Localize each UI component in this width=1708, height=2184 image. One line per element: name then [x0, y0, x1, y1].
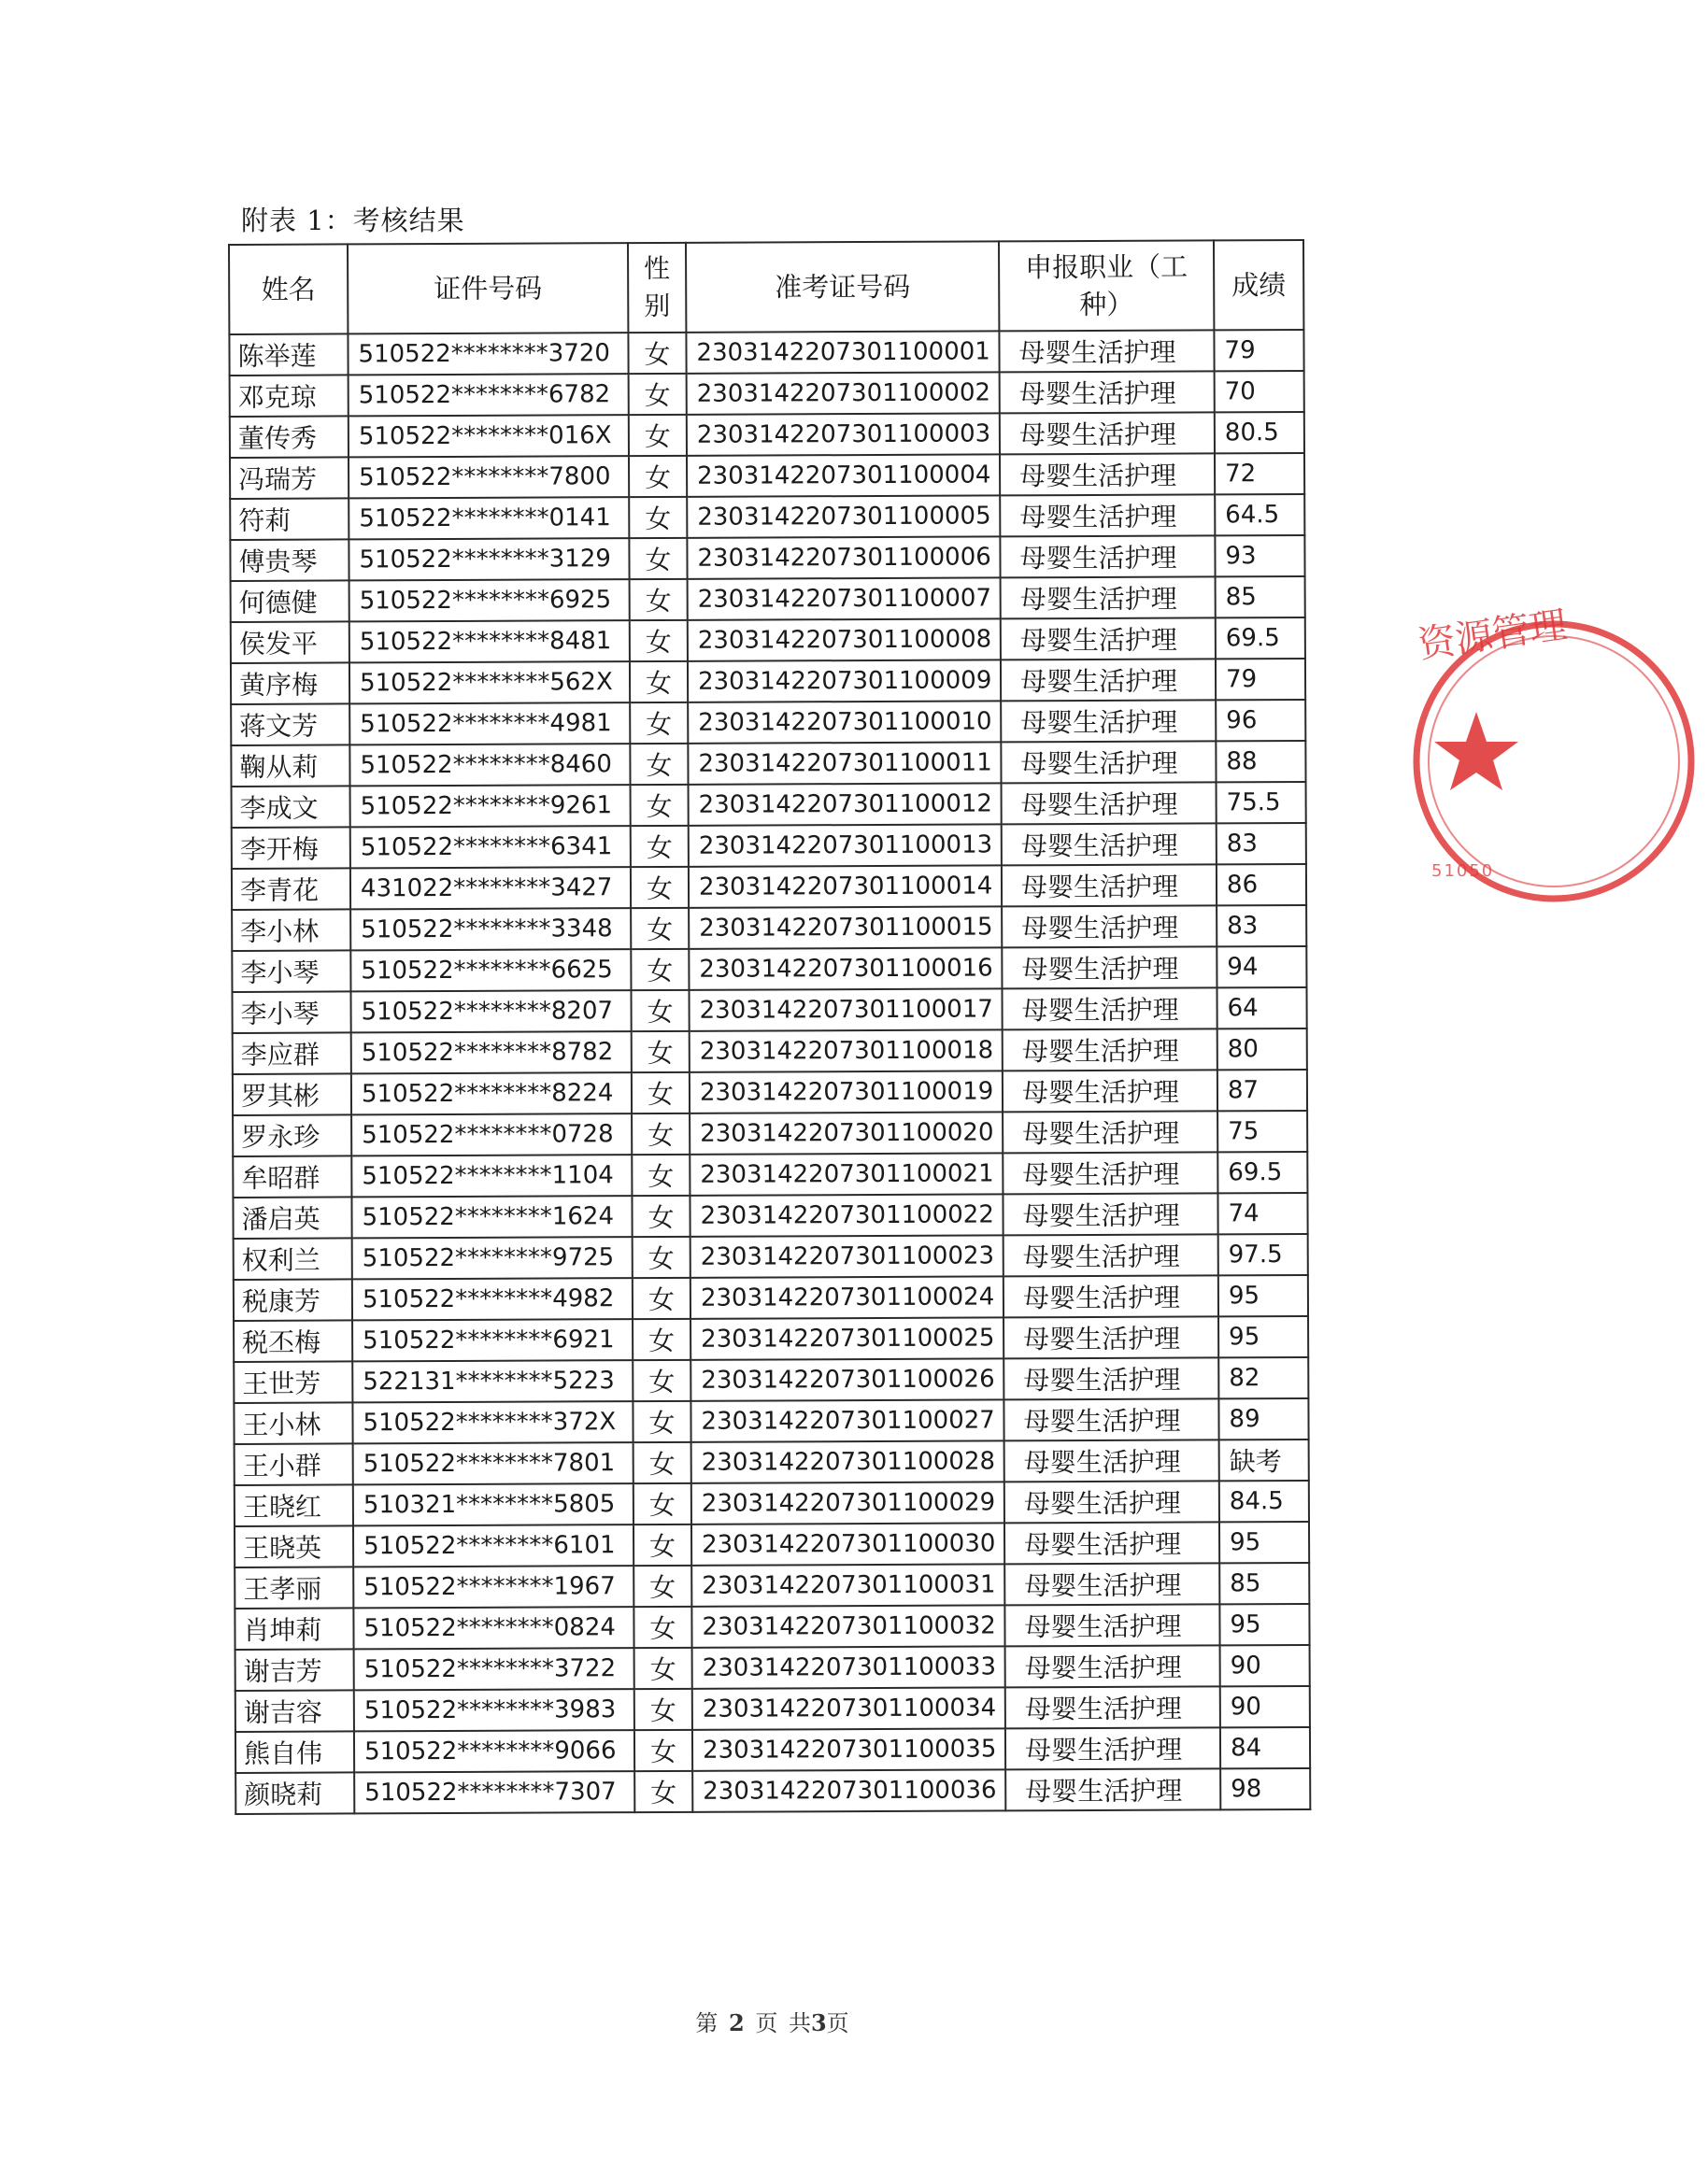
cell-sex: 女: [633, 1442, 691, 1483]
cell-ticket-number: 2303142207301100022: [690, 1194, 1003, 1236]
cell-sex: 女: [634, 1730, 692, 1771]
footer-suffix: 页: [826, 2010, 849, 2036]
cell-occupation: 母婴生活护理: [1000, 371, 1215, 413]
table-row: [235, 1563, 1309, 1609]
table-row: [235, 1439, 1309, 1485]
cell-id-number: 522131********5223: [352, 1360, 633, 1402]
seal-graphic: [1409, 603, 1708, 915]
cell-occupation: 母婴生活护理: [1004, 1563, 1219, 1605]
cell-name: 黄序梅: [231, 662, 349, 704]
cell-ticket-number: 2303142207301100009: [688, 659, 1001, 702]
cell-name: 邓克琼: [230, 375, 349, 417]
cell-name: 李成文: [232, 786, 350, 828]
cell-sex: 女: [633, 1607, 691, 1648]
cell-sex: 女: [630, 579, 688, 620]
cell-score: 82: [1218, 1357, 1308, 1398]
document-caption: 附表 1：考核结果: [241, 205, 465, 236]
cell-name: 侯发平: [231, 621, 349, 663]
cell-name: 何德健: [231, 580, 349, 622]
table-row: [235, 1645, 1310, 1691]
cell-sex: 女: [633, 1319, 690, 1360]
header-id-number: 证件号码: [348, 243, 628, 333]
cell-sex: 女: [630, 702, 688, 744]
cell-occupation: 母婴生活护理: [1005, 1686, 1220, 1728]
cell-id-number: 510522********9066: [354, 1730, 634, 1772]
cell-score: 72: [1215, 453, 1304, 494]
cell-ticket-number: 2303142207301100013: [689, 824, 1002, 866]
cell-ticket-number: 2303142207301100028: [691, 1440, 1004, 1482]
header-ticket-number: 准考证号码: [686, 241, 999, 332]
cell-occupation: 母婴生活护理: [1005, 1768, 1220, 1810]
cell-sex: 女: [632, 1196, 690, 1237]
table-row: [230, 453, 1304, 499]
cell-score: 85: [1216, 576, 1305, 617]
cell-occupation: 母婴生活护理: [1003, 1028, 1217, 1071]
cell-id-number: 510522********9261: [350, 785, 631, 827]
cell-name: 王晓英: [235, 1525, 353, 1567]
cell-sex: 女: [633, 1360, 690, 1401]
cell-id-number: 510522********8224: [351, 1072, 632, 1114]
cell-sex: 女: [631, 785, 689, 826]
cell-ticket-number: 2303142207301100010: [688, 701, 1001, 743]
cell-name: 傅贵琴: [230, 539, 349, 581]
cell-id-number: 510522********7801: [353, 1442, 633, 1484]
cell-occupation: 母婴生活护理: [1002, 946, 1217, 988]
cell-name: 罗其彬: [233, 1073, 351, 1115]
footer-middle: 页 共: [755, 2010, 811, 2036]
cell-id-number: 510522********6921: [352, 1319, 633, 1361]
cell-occupation: 母婴生活护理: [1004, 1481, 1219, 1523]
cell-score: 79: [1216, 659, 1305, 700]
table-row: [232, 987, 1306, 1033]
cell-sex: 女: [629, 374, 687, 415]
cell-occupation: 母婴生活护理: [1003, 1111, 1217, 1153]
header-occupation: 申报职业（工种）: [999, 240, 1214, 331]
cell-name: 陈举莲: [229, 333, 348, 376]
cell-occupation: 母婴生活护理: [1003, 1357, 1218, 1399]
cell-sex: 女: [629, 456, 687, 497]
cell-ticket-number: 2303142207301100004: [687, 454, 1000, 496]
cell-score: 69.5: [1217, 1152, 1307, 1193]
cell-ticket-number: 2303142207301100008: [688, 618, 1001, 660]
cell-name: 王小群: [235, 1443, 353, 1485]
cell-score: 83: [1217, 905, 1306, 946]
cell-id-number: 510522********8207: [350, 990, 631, 1032]
cell-name: 税丕梅: [234, 1320, 352, 1362]
cell-occupation: 母婴生活护理: [1002, 823, 1217, 865]
cell-ticket-number: 2303142207301100016: [689, 947, 1002, 989]
table-row: [231, 700, 1305, 745]
cell-id-number: 510522********7800: [349, 456, 629, 498]
cell-ticket-number: 2303142207301100027: [690, 1399, 1003, 1441]
cell-occupation: 母婴生活护理: [1003, 1316, 1218, 1358]
cell-ticket-number: 2303142207301100019: [690, 1071, 1003, 1113]
cell-sex: 女: [632, 1113, 690, 1155]
cell-name: 权利兰: [234, 1238, 352, 1280]
cell-name: 李青花: [232, 868, 350, 910]
cell-sex: 女: [633, 1566, 691, 1607]
cell-sex: 女: [633, 1483, 691, 1525]
cell-ticket-number: 2303142207301100036: [692, 1769, 1005, 1811]
cell-score: 75: [1217, 1111, 1307, 1152]
footer-current-page: 2: [728, 2009, 745, 2036]
cell-ticket-number: 2303142207301100005: [687, 495, 1000, 537]
cell-name: 李小林: [232, 909, 350, 951]
cell-sex: 女: [628, 333, 686, 374]
page-footer: [0, 2005, 1544, 2037]
cell-occupation: 母婴生活护理: [999, 330, 1214, 372]
seal-star-icon: [1434, 712, 1518, 790]
cell-id-number: 510522********0728: [351, 1113, 632, 1156]
cell-score: 80: [1217, 1028, 1307, 1070]
table-row: [232, 864, 1306, 910]
cell-sex: 女: [631, 867, 689, 908]
cell-id-number: 510522********0824: [353, 1607, 633, 1649]
cell-score: 80.5: [1215, 412, 1304, 453]
cell-name: 潘启英: [233, 1197, 351, 1239]
cell-sex: 女: [633, 1401, 690, 1442]
cell-score: 98: [1220, 1768, 1310, 1809]
cell-name: 鞠从莉: [231, 745, 349, 787]
table-row: [233, 1193, 1307, 1239]
cell-score: 缺考: [1219, 1439, 1309, 1481]
cell-sex: 女: [629, 497, 687, 538]
cell-score: 95: [1218, 1275, 1308, 1316]
table-row: [230, 535, 1304, 581]
cell-sex: 女: [630, 620, 688, 661]
table-row: [231, 659, 1305, 704]
table-row: [234, 1234, 1308, 1280]
table-header: [229, 240, 1303, 334]
cell-sex: 女: [630, 661, 688, 702]
cell-occupation: 母婴生活护理: [1003, 1152, 1217, 1194]
cell-sex: 女: [631, 949, 689, 990]
cell-id-number: 510522********3722: [354, 1648, 634, 1690]
table-row: [235, 1727, 1310, 1773]
cell-score: 69.5: [1216, 617, 1305, 659]
cell-score: 89: [1218, 1398, 1308, 1439]
cell-sex: 女: [634, 1648, 692, 1689]
table-row: [233, 1152, 1307, 1198]
cell-sex: 女: [631, 826, 689, 867]
cell-name: 牟昭群: [233, 1156, 351, 1198]
cell-sex: 女: [633, 1525, 691, 1566]
cell-name: 王孝丽: [235, 1567, 353, 1609]
cell-occupation: 母婴生活护理: [1000, 453, 1215, 495]
cell-occupation: 母婴生活护理: [1003, 1193, 1217, 1235]
cell-id-number: 510522********8481: [349, 620, 630, 662]
table-row: [235, 1481, 1309, 1526]
cell-score: 93: [1215, 535, 1304, 576]
cell-score: 79: [1214, 330, 1303, 371]
cell-id-number: 510522********372X: [352, 1401, 633, 1443]
cell-id-number: 510522********3983: [354, 1689, 634, 1731]
cell-name: 罗永珍: [233, 1114, 351, 1156]
cell-name: 谢吉容: [235, 1690, 354, 1732]
cell-score: 84.5: [1219, 1481, 1309, 1522]
cell-id-number: 510522********016X: [349, 415, 629, 457]
cell-ticket-number: 2303142207301100030: [691, 1523, 1004, 1565]
table-row: [232, 782, 1306, 828]
table-row: [234, 1275, 1308, 1321]
cell-score: 87: [1217, 1070, 1307, 1111]
table-row: [231, 576, 1305, 622]
cell-occupation: 母婴生活护理: [1000, 412, 1215, 454]
cell-ticket-number: 2303142207301100012: [689, 783, 1002, 825]
table-row: [235, 1604, 1309, 1650]
cell-name: 李开梅: [232, 827, 350, 869]
cell-name: 肖坤莉: [235, 1608, 353, 1650]
cell-id-number: 510522********3129: [349, 538, 629, 580]
cell-name: 符莉: [230, 498, 349, 540]
results-table: [228, 239, 1311, 1815]
cell-ticket-number: 2303142207301100025: [690, 1317, 1003, 1359]
table-row: [231, 741, 1305, 787]
cell-ticket-number: 2303142207301100020: [690, 1112, 1003, 1154]
cell-id-number: 510522********6782: [349, 374, 629, 416]
cell-name: 李小琴: [232, 950, 350, 992]
cell-name: 李小琴: [232, 991, 350, 1033]
cell-occupation: 母婴生活护理: [1003, 1234, 1218, 1276]
cell-ticket-number: 2303142207301100023: [690, 1235, 1003, 1277]
cell-ticket-number: 2303142207301100018: [690, 1029, 1003, 1071]
table-row: [234, 1398, 1308, 1444]
cell-ticket-number: 2303142207301100015: [689, 906, 1002, 948]
official-seal: [1409, 603, 1570, 915]
cell-occupation: 母婴生活护理: [1000, 494, 1215, 536]
header-row: [229, 240, 1303, 334]
cell-name: 税康芳: [234, 1279, 352, 1321]
cell-score: 70: [1215, 371, 1304, 412]
table-row: [233, 1070, 1307, 1115]
table-row: [230, 412, 1304, 458]
cell-score: 74: [1217, 1193, 1307, 1234]
cell-id-number: 510522********8460: [349, 744, 630, 786]
cell-ticket-number: 2303142207301100031: [691, 1564, 1004, 1606]
table-row: [230, 494, 1304, 540]
cell-occupation: 母婴生活护理: [1003, 1398, 1218, 1440]
cell-id-number: 510522********9725: [352, 1237, 633, 1279]
cell-sex: 女: [629, 538, 687, 579]
cell-score: 95: [1219, 1522, 1309, 1563]
table-row: [233, 1028, 1307, 1074]
header-score: 成绩: [1214, 240, 1303, 330]
cell-occupation: 母婴生活护理: [1001, 741, 1216, 783]
header-sex: 性别: [628, 243, 686, 333]
table-body: [229, 330, 1310, 1814]
cell-id-number: 510522********8782: [351, 1031, 632, 1073]
cell-ticket-number: 2303142207301100035: [692, 1728, 1005, 1770]
cell-ticket-number: 2303142207301100001: [686, 331, 999, 373]
cell-sex: 女: [631, 908, 689, 949]
cell-id-number: 510522********6341: [350, 826, 631, 868]
seal-code: 51050: [1431, 861, 1495, 881]
cell-score: 85: [1219, 1563, 1309, 1604]
cell-id-number: 510522********6625: [350, 949, 631, 991]
cell-id-number: 510522********1624: [351, 1196, 632, 1238]
table-row: [234, 1357, 1308, 1403]
cell-ticket-number: 2303142207301100033: [692, 1646, 1005, 1688]
cell-score: 95: [1219, 1604, 1309, 1645]
cell-id-number: 510522********1967: [353, 1566, 633, 1608]
cell-score: 88: [1216, 741, 1305, 782]
cell-occupation: 母婴生活护理: [1005, 1727, 1220, 1769]
cell-ticket-number: 2303142207301100003: [687, 413, 1000, 455]
cell-sex: 女: [631, 990, 689, 1031]
cell-name: 董传秀: [230, 416, 349, 458]
cell-name: 王小林: [234, 1402, 352, 1444]
cell-sex: 女: [632, 1031, 690, 1072]
cell-occupation: 母婴生活护理: [1005, 1645, 1220, 1687]
cell-occupation: 母婴生活护理: [1004, 1522, 1219, 1564]
table-row: [231, 617, 1305, 663]
cell-score: 64: [1217, 987, 1306, 1028]
cell-sex: 女: [629, 415, 687, 456]
table-row: [233, 1111, 1307, 1156]
cell-id-number: 510522********562X: [349, 661, 630, 703]
cell-ticket-number: 2303142207301100034: [692, 1687, 1005, 1729]
cell-name: 王世芳: [234, 1361, 352, 1403]
footer-prefix: 第: [695, 2010, 719, 2036]
cell-name: 冯瑞芳: [230, 457, 349, 499]
cell-id-number: 510522********3720: [348, 333, 628, 375]
cell-occupation: 母婴生活护理: [1002, 864, 1217, 906]
cell-occupation: 母婴生活护理: [1002, 905, 1217, 947]
cell-id-number: 510522********7307: [354, 1771, 634, 1813]
cell-id-number: 510522********0141: [349, 497, 629, 539]
cell-score: 86: [1217, 864, 1306, 905]
table-row: [232, 946, 1306, 992]
cell-score: 96: [1216, 700, 1305, 741]
header-name: 姓名: [229, 244, 348, 334]
cell-id-number: 510522********6101: [353, 1525, 633, 1567]
cell-ticket-number: 2303142207301100017: [689, 988, 1002, 1030]
cell-occupation: 母婴生活护理: [1004, 1439, 1219, 1482]
cell-occupation: 母婴生活护理: [1000, 535, 1215, 577]
cell-occupation: 母婴生活护理: [1003, 1070, 1217, 1112]
cell-ticket-number: 2303142207301100021: [690, 1153, 1003, 1195]
cell-sex: 女: [632, 1072, 690, 1113]
cell-occupation: 母婴生活护理: [1001, 700, 1216, 742]
cell-ticket-number: 2303142207301100006: [687, 536, 1000, 578]
cell-occupation: 母婴生活护理: [1003, 1275, 1218, 1317]
cell-ticket-number: 2303142207301100014: [689, 865, 1002, 907]
cell-score: 84: [1220, 1727, 1310, 1768]
cell-ticket-number: 2303142207301100029: [691, 1482, 1004, 1524]
cell-occupation: 母婴生活护理: [1002, 987, 1217, 1029]
cell-name: 谢吉芳: [235, 1649, 354, 1691]
cell-sex: 女: [630, 744, 688, 785]
cell-id-number: 510522********3348: [350, 908, 631, 950]
table-row: [230, 371, 1304, 417]
cell-score: 75.5: [1217, 782, 1306, 823]
cell-score: 97.5: [1218, 1234, 1308, 1275]
cell-ticket-number: 2303142207301100032: [691, 1605, 1004, 1647]
cell-id-number: 510522********6925: [349, 579, 630, 621]
cell-id-number: 510522********4982: [352, 1278, 633, 1320]
table-row: [232, 823, 1306, 869]
footer-total-pages: 3: [810, 2009, 827, 2036]
cell-occupation: 母婴生活护理: [1001, 576, 1216, 618]
table-row: [235, 1522, 1309, 1567]
cell-sex: 女: [634, 1689, 692, 1730]
cell-score: 90: [1220, 1645, 1310, 1686]
cell-score: 90: [1220, 1686, 1310, 1727]
cell-name: 王晓红: [235, 1484, 353, 1526]
cell-occupation: 母婴生活护理: [1004, 1604, 1219, 1646]
cell-ticket-number: 2303142207301100026: [690, 1358, 1003, 1400]
cell-name: 颜晓莉: [235, 1772, 354, 1814]
cell-score: 83: [1217, 823, 1306, 864]
cell-occupation: 母婴生活护理: [1001, 659, 1216, 701]
cell-occupation: 母婴生活护理: [1001, 617, 1216, 659]
cell-ticket-number: 2303142207301100011: [688, 742, 1001, 784]
cell-occupation: 母婴生活护理: [1002, 782, 1217, 824]
cell-sex: 女: [633, 1278, 690, 1319]
cell-score: 64.5: [1215, 494, 1304, 535]
cell-score: 94: [1217, 946, 1306, 987]
cell-score: 95: [1218, 1316, 1308, 1357]
cell-id-number: 510321********5805: [353, 1483, 633, 1525]
cell-ticket-number: 2303142207301100002: [687, 372, 1000, 414]
table-row: [232, 905, 1306, 951]
cell-name: 熊自伟: [235, 1731, 354, 1773]
cell-sex: 女: [633, 1237, 690, 1278]
cell-name: 蒋文芳: [231, 703, 349, 745]
cell-id-number: 431022********3427: [350, 867, 631, 909]
cell-name: 李应群: [233, 1032, 351, 1074]
table-row: [234, 1316, 1308, 1362]
seal-text: 资源管理: [1415, 603, 1570, 667]
table-row: [229, 330, 1303, 376]
cell-id-number: 510522********4981: [349, 702, 630, 745]
table-row: [235, 1686, 1310, 1732]
cell-sex: 女: [632, 1155, 690, 1196]
cell-id-number: 510522********1104: [351, 1155, 632, 1197]
cell-sex: 女: [634, 1771, 692, 1812]
table-row: [235, 1768, 1310, 1814]
cell-ticket-number: 2303142207301100024: [690, 1276, 1003, 1318]
cell-ticket-number: 2303142207301100007: [688, 577, 1001, 619]
